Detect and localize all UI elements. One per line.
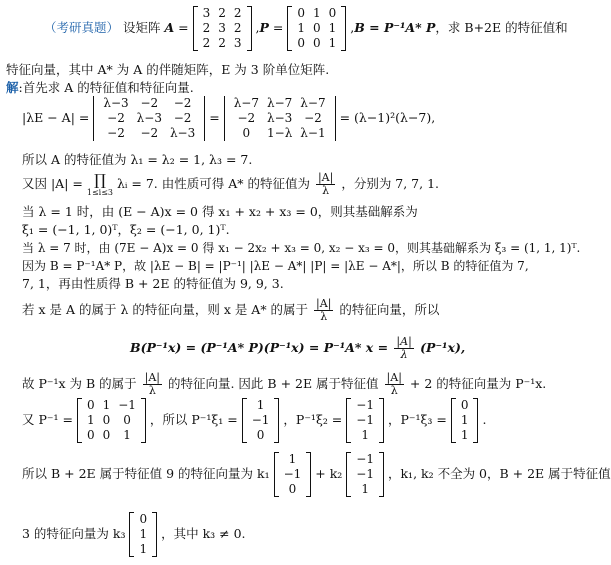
matrix-cell: 1 — [361, 428, 369, 442]
final-post: ，k₁, k₂ 不全为 0，B + 2E 属于特征值 — [387, 466, 611, 481]
matrix-cell: 0 — [86, 398, 95, 412]
fraction-detA-over-lambda: $\frac{|A|}{\lambda}$ — [317, 171, 334, 197]
pxi1-label: ，所以 P⁻¹ξ₁ = — [149, 412, 238, 427]
detA-text: 又因 |A| = — [22, 176, 83, 191]
matrix-cell: 1 — [297, 21, 305, 35]
matrix-cell: 0 — [312, 21, 321, 35]
pinverse-lhs: 又 P⁻¹ = — [22, 412, 73, 427]
matrix-cell: λ−3 — [169, 126, 196, 140]
matrix-cell: 1 — [460, 413, 469, 427]
product-index: 1≤i≤3 — [86, 187, 114, 197]
matrix-cell: λ−7 — [300, 96, 326, 110]
matrix-cell: 1 — [460, 428, 469, 442]
eigenvalues-A: 所以 A 的特征值为 λ₁ = λ₂ = 1, λ₃ = 7. — [22, 152, 253, 167]
matrix-A — [193, 6, 252, 51]
matrix-cell: λ−7 — [233, 96, 259, 110]
matrix-P — [287, 6, 346, 51]
matrix-cell: 0 — [297, 6, 305, 20]
central-equation-rhs: (P⁻¹x), — [420, 340, 466, 355]
final-vector-2 — [346, 452, 384, 497]
pxi2-label: ，P⁻¹ξ₂ = — [283, 412, 343, 427]
problem-intro: 设矩阵 — [123, 20, 161, 35]
matrix-cell: 0 — [102, 428, 111, 442]
matrix-cell: 3 — [202, 6, 211, 20]
vector-pxi3 — [451, 398, 479, 443]
matrix-cell: −2 — [140, 96, 159, 110]
matrix-cell: 2 — [202, 36, 211, 50]
matrix-cell: 0 — [123, 413, 131, 427]
matrix-cell: −2 — [304, 111, 322, 125]
fraction-3: $\frac{|A|}{\lambda}$ — [144, 371, 160, 397]
matrix-cell: −2 — [107, 126, 125, 140]
matrix-cell: 1 — [86, 413, 95, 427]
matrix-cell: λ−3 — [136, 111, 162, 125]
pxi3-end: . — [482, 412, 487, 427]
last-pre: 3 的特征向量为 k₃ — [22, 526, 126, 541]
pinverse-line — [22, 398, 486, 443]
matrix-cell: 1 — [102, 398, 111, 412]
matrix-cell: λ−3 — [103, 96, 129, 110]
matrix-cell: 0 — [86, 428, 95, 442]
last-line — [22, 512, 246, 557]
final-pre: 所以 B + 2E 属于特征值 9 的特征向量为 k₁ — [22, 466, 270, 481]
final-line — [22, 452, 611, 497]
char-poly-line — [22, 96, 435, 141]
fraction-2: $\frac{|A|}{\lambda}$ — [396, 335, 412, 361]
matrix-cell: 0 — [139, 512, 148, 526]
conclusion-line — [22, 372, 546, 397]
matrix-cell: 2 — [202, 21, 211, 35]
determinant-1 — [93, 96, 205, 141]
problem-ask: ，求 B+2E 的特征值和 — [435, 20, 568, 35]
matrix-cell: 0 — [242, 126, 251, 140]
symbol-P: P — [259, 20, 269, 35]
central-equation-lhs: B(P⁻¹x) = (P⁻¹A* P)(P⁻¹x) = P⁻¹A* x = — [130, 340, 389, 355]
conclusion-mid: 的特征向量. 因此 B + 2E 属于特征值 — [167, 376, 379, 391]
conclusion-pre: 故 P⁻¹x 为 B 的属于 — [22, 376, 137, 391]
matrix-cell: 1 — [361, 482, 369, 496]
matrix-cell: 1 — [328, 36, 337, 50]
product-symbol: ∏ — [93, 170, 106, 189]
matrix-cell: 1 — [139, 542, 148, 556]
matrix-cell: 0 — [102, 413, 111, 427]
matrix-cell: 0 — [328, 6, 337, 20]
vector-pxi2 — [346, 398, 384, 443]
central-equation — [130, 336, 465, 361]
matrix-cell: 1 — [312, 6, 321, 20]
char-poly-lhs: |λE − A| = — [22, 110, 90, 125]
fraction-1: $\frac{|A|}{\lambda}$ — [316, 297, 332, 323]
matrix-cell: 1 — [288, 452, 297, 466]
similarity-line-2: 7, 1，再由性质得 B + 2E 的特征值为 9, 9, 3. — [22, 276, 284, 291]
vector-pxi1 — [242, 398, 280, 443]
matrix-cell: −1 — [356, 467, 374, 481]
matrix-cell: λ−3 — [267, 111, 293, 125]
matrix-cell: −2 — [237, 111, 256, 125]
matrix-cell: 0 — [256, 428, 265, 442]
final-vector-3 — [129, 512, 157, 557]
solution-step-1: 解:首先求 A 的特征值和特征向量. — [6, 80, 194, 95]
matrix-cell: −1 — [251, 413, 270, 427]
final-vector-1 — [274, 452, 312, 497]
matrix-cell: 1 — [123, 428, 131, 442]
matrix-cell: λ−7 — [267, 96, 293, 110]
case-lambda-7: 当 λ = 7 时，由 (7E − A)x = 0 得 x₁ − 2x₂ + x₃ = 0, x₂ − x₃ = 0，则其基础解系为 ξ₃ = (1, 1, 1)ᵀ. — [22, 241, 581, 255]
matrix-cell: −2 — [140, 126, 159, 140]
conclusion-post: + 2 的特征向量为 P⁻¹x. — [409, 376, 547, 391]
determinant-2 — [224, 96, 336, 141]
case-lambda-1: 当 λ = 1 时，由 (E − A)x = 0 得 x₁ + x₂ + x₃ = 0，则其基础解系为 — [22, 204, 418, 219]
exam-tag: （考研真题） — [44, 20, 120, 35]
matrix-cell: 0 — [288, 482, 297, 496]
matrix-cell: 1 — [256, 398, 265, 412]
matrix-cell: λ−1 — [300, 126, 326, 140]
eigen-Astar-text: λᵢ = 7. 由性质可得 A* 的特征值为 — [117, 176, 310, 191]
similarity-line-1: 因为 B = P⁻¹A* P，故 |λE − B| = |P⁻¹| |λE − A*| |P| = |λE − A*|，所以 B 的特征值为 7, — [22, 259, 529, 273]
definition-B: B = P⁻¹A* P — [354, 20, 436, 35]
eigvec-relation-post: 的特征向量，所以 — [339, 302, 440, 317]
problem-line-1: （考研真题） 设矩阵 A = 3 2 2 2 3 2 2 2 3 ,P = 0 1 0 1 0 1 0 0 1 ,B = P⁻¹A* P，求 B+2E 的特征值和 — [44, 6, 568, 50]
last-post: ，其中 k₃ ≠ 0. — [161, 526, 246, 541]
solution-label: 解 — [6, 80, 19, 95]
matrix-cell: 0 — [312, 36, 321, 50]
matrix-cell: 3 — [218, 21, 226, 35]
eigvec-relation-line — [22, 298, 439, 323]
matrix-cell: −1 — [283, 467, 302, 481]
matrix-cell: 0 — [297, 36, 305, 50]
matrix-cell: −1 — [356, 398, 374, 412]
matrix-cell: −1 — [356, 452, 374, 466]
matrix-cell: 1 — [328, 21, 337, 35]
fraction-4: $\frac{|A|}{\lambda}$ — [386, 371, 402, 397]
eigen-Astar-values: ，分别为 7, 7, 1. — [341, 176, 440, 191]
matrix-P-inverse — [77, 398, 146, 443]
matrix-cell: 2 — [233, 6, 242, 20]
solution-step-1-text: 首先求 A 的特征值和特征向量. — [22, 80, 194, 95]
eigenvectors-xi12: ξ₁ = (−1, 1, 0)ᵀ，ξ₂ = (−1, 0, 1)ᵀ. — [22, 222, 230, 237]
equals-sign: = — [209, 110, 220, 125]
matrix-cell: −2 — [173, 96, 192, 110]
matrix-cell: 3 — [233, 36, 242, 50]
matrix-cell: −1 — [356, 413, 374, 427]
matrix-cell: 1−λ — [267, 126, 293, 140]
char-poly-result: = (λ−1)²(λ−7), — [339, 110, 436, 125]
matrix-cell: 2 — [218, 6, 226, 20]
matrix-cell: −2 — [107, 111, 125, 125]
problem-line-2: 特征向量，其中 A* 为 A 的伴随矩阵，E 为 3 阶单位矩阵. — [6, 62, 330, 77]
final-plus-k2: + k₂ — [315, 466, 343, 481]
matrix-cell: 2 — [218, 36, 226, 50]
eigenvalues-Astar-line — [22, 172, 439, 197]
matrix-cell: −1 — [118, 398, 136, 412]
matrix-cell: 2 — [233, 21, 242, 35]
symbol-A: A — [164, 20, 175, 35]
pxi3-label: ，P⁻¹ξ₃ = — [387, 412, 447, 427]
matrix-cell: −2 — [173, 111, 192, 125]
matrix-cell: 0 — [460, 398, 469, 412]
matrix-cell: 1 — [139, 527, 148, 541]
eigvec-relation-pre: 若 x 是 A 的属于 λ 的特征向量，则 x 是 A* 的属于 — [22, 302, 309, 317]
